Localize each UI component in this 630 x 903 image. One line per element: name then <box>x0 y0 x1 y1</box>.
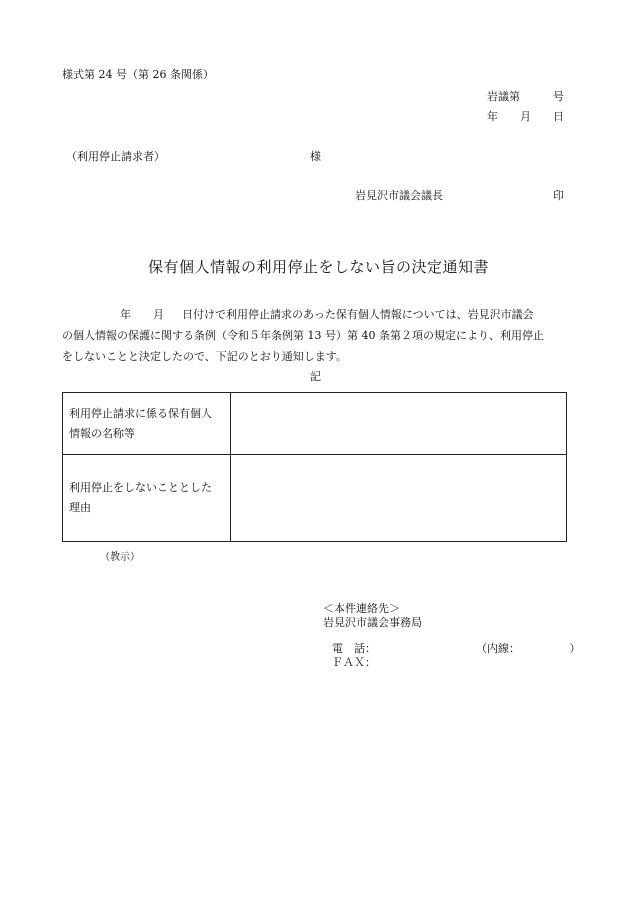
row-value[interactable] <box>231 393 567 455</box>
table-row <box>63 393 567 455</box>
body-paragraph <box>62 304 567 367</box>
extension-label: （内線： ） <box>476 642 581 655</box>
phone-label: 電 話： <box>332 642 376 655</box>
sender-name: 岩見沢市議会議長 <box>355 189 443 202</box>
decision-table <box>62 392 567 542</box>
document-number: 岩議第 号 <box>487 90 564 103</box>
row-value[interactable] <box>231 455 567 542</box>
page-title: 保有個人情報の利用停止をしない旨の決定通知書 <box>148 258 490 276</box>
issue-date: 年 月 日 <box>487 110 564 123</box>
form-number: 様式第 24 号（第 26 条関係） <box>62 68 214 81</box>
row-label-line: 理由 <box>69 501 91 514</box>
row-label-line: 利用停止をしないこととした <box>69 481 212 494</box>
row-label <box>63 455 231 542</box>
recipient-honorific: 様 <box>310 150 321 163</box>
notice-label: （教示） <box>100 552 140 563</box>
body-line-2: の個人情報の保護に関する条例（令和５年条例第 13 号）第 40 条第２項の規定により、利用停止 <box>62 329 544 342</box>
row-label-line: 利用停止請求に係る保有個人 <box>69 406 212 420</box>
seal-mark: 印 <box>553 189 564 202</box>
fax-label: ＦＡＸ： <box>332 656 376 669</box>
contact-office: 岩見沢市議会事務局 <box>323 616 422 629</box>
ki-heading: 記 <box>310 370 321 383</box>
body-date-blank: 年 月 <box>120 308 164 321</box>
recipient-label: （利用停止請求者） <box>66 150 165 163</box>
body-line-1: 日付けで利用停止請求のあった保有個人情報については、岩見沢市議会 <box>182 308 534 321</box>
row-label-line: 情報の名称等 <box>69 426 135 440</box>
row-label <box>63 393 231 455</box>
body-line-3: をしないことと決定したので、下記のとおり通知します。 <box>62 350 347 363</box>
contact-heading: ＜本件連絡先＞ <box>323 602 400 615</box>
table-row <box>63 455 567 542</box>
